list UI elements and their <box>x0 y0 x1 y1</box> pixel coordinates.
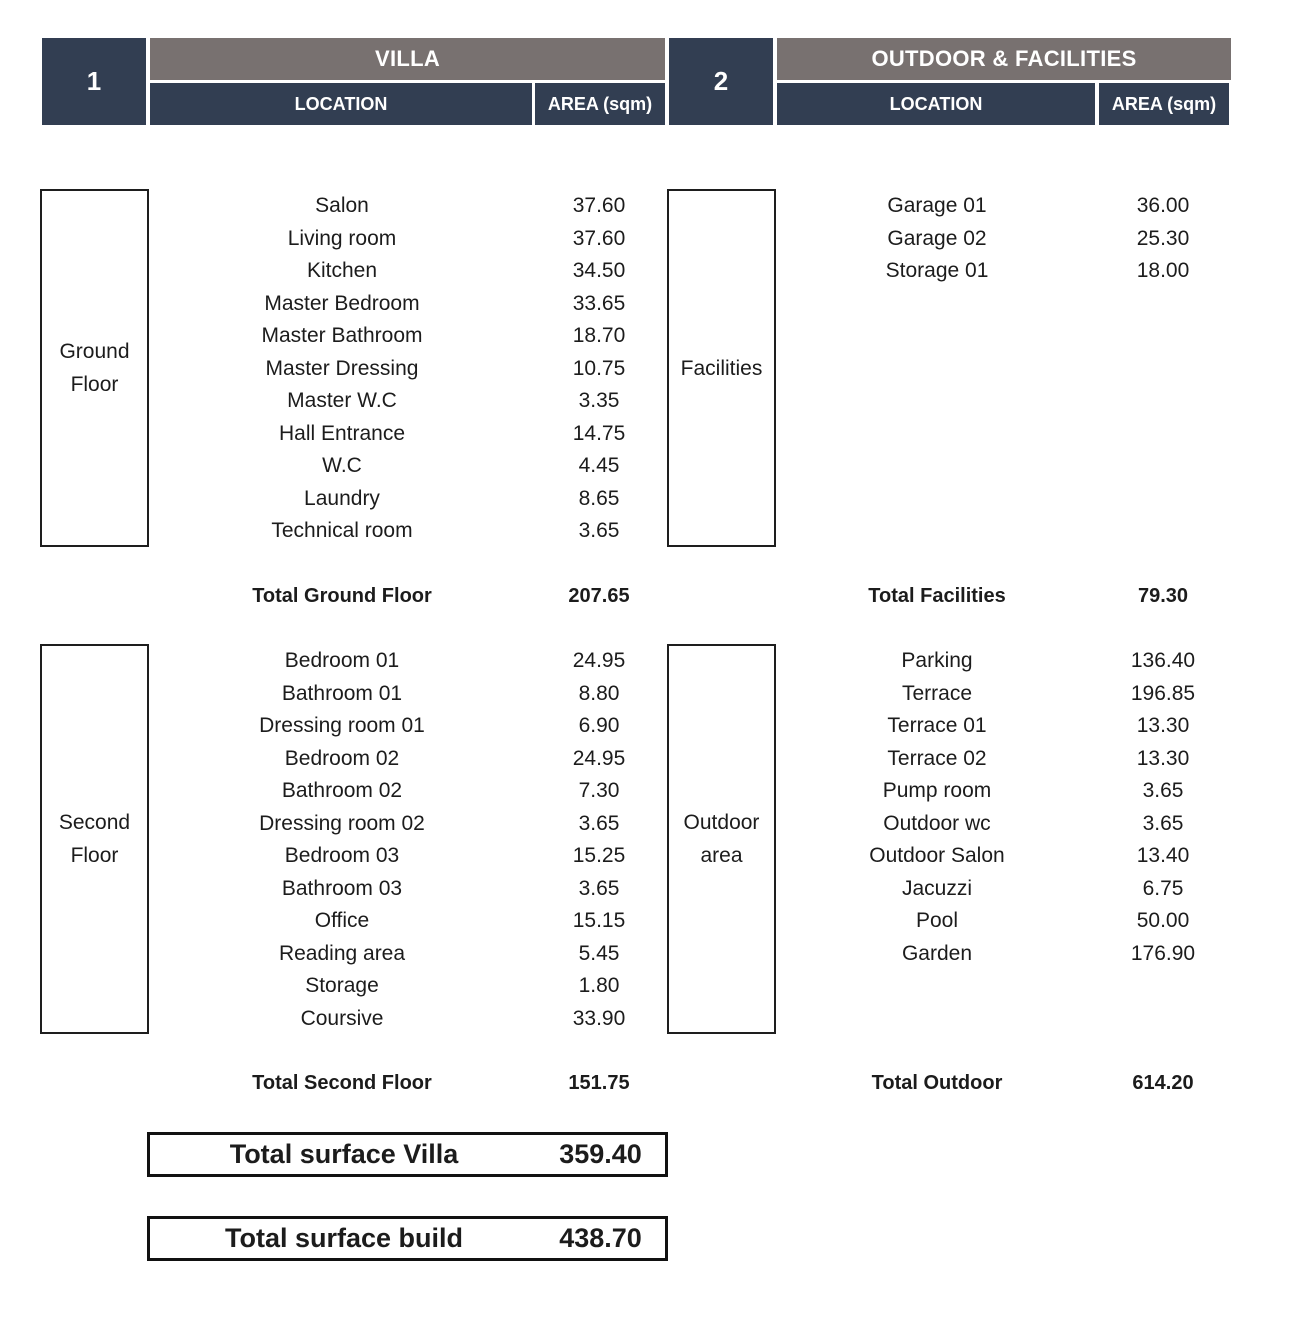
row-location: Terrace 02 <box>887 746 987 770</box>
row-location: Master Bathroom <box>261 324 423 348</box>
row-location: Pump room <box>882 779 992 803</box>
table-row <box>777 938 1231 971</box>
row-location: Coursive <box>300 1006 384 1030</box>
row-location: Parking <box>901 649 973 673</box>
villa-section-number: 1 <box>42 38 146 125</box>
table-row <box>150 938 665 971</box>
table-row <box>777 840 1231 873</box>
row-area: 176.90 <box>1130 941 1196 965</box>
total-label: Total Second Floor <box>252 1071 432 1094</box>
table-row <box>777 905 1231 938</box>
group-label-line: Facilities <box>680 356 763 380</box>
table-row <box>150 905 665 938</box>
table-row <box>777 223 1231 256</box>
table-row <box>150 645 665 678</box>
table-row <box>150 450 665 483</box>
table-row <box>777 678 1231 711</box>
row-location: Outdoor Salon <box>869 844 1005 868</box>
row-area: 18.70 <box>572 324 626 348</box>
row-location: Garage 02 <box>887 226 987 250</box>
row-area: 3.65 <box>1142 779 1184 803</box>
outdoor-section-title: OUTDOOR & FACILITIES <box>777 38 1231 80</box>
second-floor-rows <box>150 645 665 1035</box>
group-label-line: Ground <box>59 340 130 363</box>
second-floor-total-row <box>150 1067 665 1099</box>
table-row <box>150 743 665 776</box>
row-area: 1.80 <box>578 974 620 998</box>
row-area: 33.90 <box>572 1006 626 1030</box>
row-area: 34.50 <box>572 259 626 283</box>
total-label: Total Ground Floor <box>252 584 432 607</box>
table-row <box>150 515 665 548</box>
table-row <box>777 710 1231 743</box>
row-location: Garden <box>901 941 973 965</box>
row-area: 6.75 <box>1142 876 1184 900</box>
row-location: Living room <box>287 226 397 250</box>
row-location: Dressing room 01 <box>259 714 425 738</box>
row-area: 3.65 <box>578 519 620 543</box>
villa-column-header-location: LOCATION <box>150 83 532 125</box>
table-row <box>150 353 665 386</box>
total-value: 614.20 <box>1132 1071 1194 1094</box>
table-row <box>150 385 665 418</box>
table-row <box>150 840 665 873</box>
outdoor-area-group-label <box>667 644 776 1034</box>
row-location: Master Dressing <box>265 356 419 380</box>
total-value: 207.65 <box>568 584 630 607</box>
row-location: Reading area <box>278 941 406 965</box>
row-location: Terrace 01 <box>887 714 987 738</box>
table-row <box>150 255 665 288</box>
facilities-group-label <box>667 189 776 547</box>
row-location: W.C <box>322 454 362 478</box>
row-area: 8.65 <box>578 486 620 510</box>
row-area: 6.90 <box>578 714 620 738</box>
total-surface-villa-label: Total surface Villa <box>229 1139 459 1169</box>
row-location: Master W.C <box>287 389 397 413</box>
row-area: 13.40 <box>1136 844 1190 868</box>
row-area: 24.95 <box>572 649 626 673</box>
row-area: 7.30 <box>578 779 620 803</box>
facilities-rows <box>777 190 1231 288</box>
total-label: Total Outdoor <box>871 1071 1003 1094</box>
row-location: Storage <box>305 974 379 998</box>
total-surface-build-label: Total surface build <box>224 1223 464 1253</box>
row-area: 15.25 <box>572 844 626 868</box>
table-row <box>150 223 665 256</box>
row-location: Storage 01 <box>885 259 989 283</box>
villa-column-header-area: AREA (sqm) <box>535 83 665 125</box>
table-row <box>777 743 1231 776</box>
row-area: 5.45 <box>578 941 620 965</box>
row-location: Dressing room 02 <box>259 811 425 835</box>
group-label-line: Second <box>58 811 131 834</box>
row-location: Jacuzzi <box>901 876 973 900</box>
outdoor-column-header-area: AREA (sqm) <box>1099 83 1229 125</box>
row-area: 3.65 <box>1142 811 1184 835</box>
table-row <box>777 255 1231 288</box>
group-label-line: Outdoor <box>683 811 760 834</box>
table-row <box>777 775 1231 808</box>
table-row <box>150 418 665 451</box>
row-area: 15.15 <box>572 909 626 933</box>
table-row <box>150 678 665 711</box>
group-label-line: area <box>700 844 743 867</box>
facilities-total-row <box>777 580 1231 612</box>
row-area: 13.30 <box>1136 714 1190 738</box>
row-location: Garage 01 <box>887 194 987 218</box>
row-location: Bedroom 01 <box>284 649 400 673</box>
row-area: 18.00 <box>1136 259 1190 283</box>
table-row <box>150 483 665 516</box>
outdoor-section-number: 2 <box>669 38 773 125</box>
row-location: Terrace <box>901 681 973 705</box>
table-row <box>150 1003 665 1036</box>
group-label-line: Floor <box>70 373 119 396</box>
table-row <box>150 808 665 841</box>
row-area: 4.45 <box>578 454 620 478</box>
row-location: Technical room <box>271 519 413 543</box>
total-value: 151.75 <box>568 1071 630 1094</box>
row-location: Pool <box>915 909 959 933</box>
row-area: 3.65 <box>578 876 620 900</box>
table-row <box>150 710 665 743</box>
outdoor-column-header-location: LOCATION <box>777 83 1095 125</box>
table-row <box>150 873 665 906</box>
row-location: Outdoor wc <box>883 811 991 835</box>
table-row <box>777 190 1231 223</box>
group-label-line: Floor <box>70 844 119 867</box>
row-area: 13.30 <box>1136 746 1190 770</box>
row-area: 3.65 <box>578 811 620 835</box>
row-area: 10.75 <box>572 356 626 380</box>
outdoor-total-row <box>777 1067 1231 1099</box>
ground-floor-total-row <box>150 580 665 612</box>
row-location: Hall Entrance <box>278 421 406 445</box>
second-floor-group-label <box>40 644 149 1034</box>
row-area: 25.30 <box>1136 226 1190 250</box>
ground-floor-rows <box>150 190 665 548</box>
row-location: Bathroom 02 <box>281 779 403 803</box>
row-area: 37.60 <box>572 226 626 250</box>
table-row <box>150 970 665 1003</box>
row-location: Laundry <box>304 486 380 510</box>
row-area: 14.75 <box>572 421 626 445</box>
table-row <box>150 775 665 808</box>
row-area: 136.40 <box>1130 649 1196 673</box>
total-surface-build-value: 438.70 <box>559 1223 642 1253</box>
villa-section-title: VILLA <box>150 38 665 80</box>
row-area: 196.85 <box>1130 681 1196 705</box>
row-area: 3.35 <box>578 389 620 413</box>
row-area: 50.00 <box>1136 909 1190 933</box>
table-row <box>777 873 1231 906</box>
row-location: Salon <box>315 194 369 218</box>
row-area: 37.60 <box>572 194 626 218</box>
total-surface-villa-box <box>147 1132 668 1177</box>
total-surface-villa-value: 359.40 <box>559 1139 642 1169</box>
table-row <box>150 320 665 353</box>
row-area: 33.65 <box>572 291 626 315</box>
total-value: 79.30 <box>1137 584 1189 607</box>
ground-floor-group-label <box>40 189 149 547</box>
row-location: Bedroom 02 <box>284 746 400 770</box>
row-location: Office <box>314 909 370 933</box>
total-label: Total Facilities <box>868 584 1006 607</box>
row-location: Master Bedroom <box>264 291 420 315</box>
table-row <box>777 645 1231 678</box>
row-location: Bathroom 01 <box>281 681 403 705</box>
outdoor-area-rows <box>777 645 1231 970</box>
table-row <box>150 288 665 321</box>
table-row <box>777 808 1231 841</box>
row-location: Bathroom 03 <box>281 876 403 900</box>
row-area: 24.95 <box>572 746 626 770</box>
table-row <box>150 190 665 223</box>
row-area: 36.00 <box>1136 194 1190 218</box>
total-surface-build-box <box>147 1216 668 1261</box>
row-location: Bedroom 03 <box>284 844 400 868</box>
row-location: Kitchen <box>306 259 378 283</box>
row-area: 8.80 <box>578 681 620 705</box>
